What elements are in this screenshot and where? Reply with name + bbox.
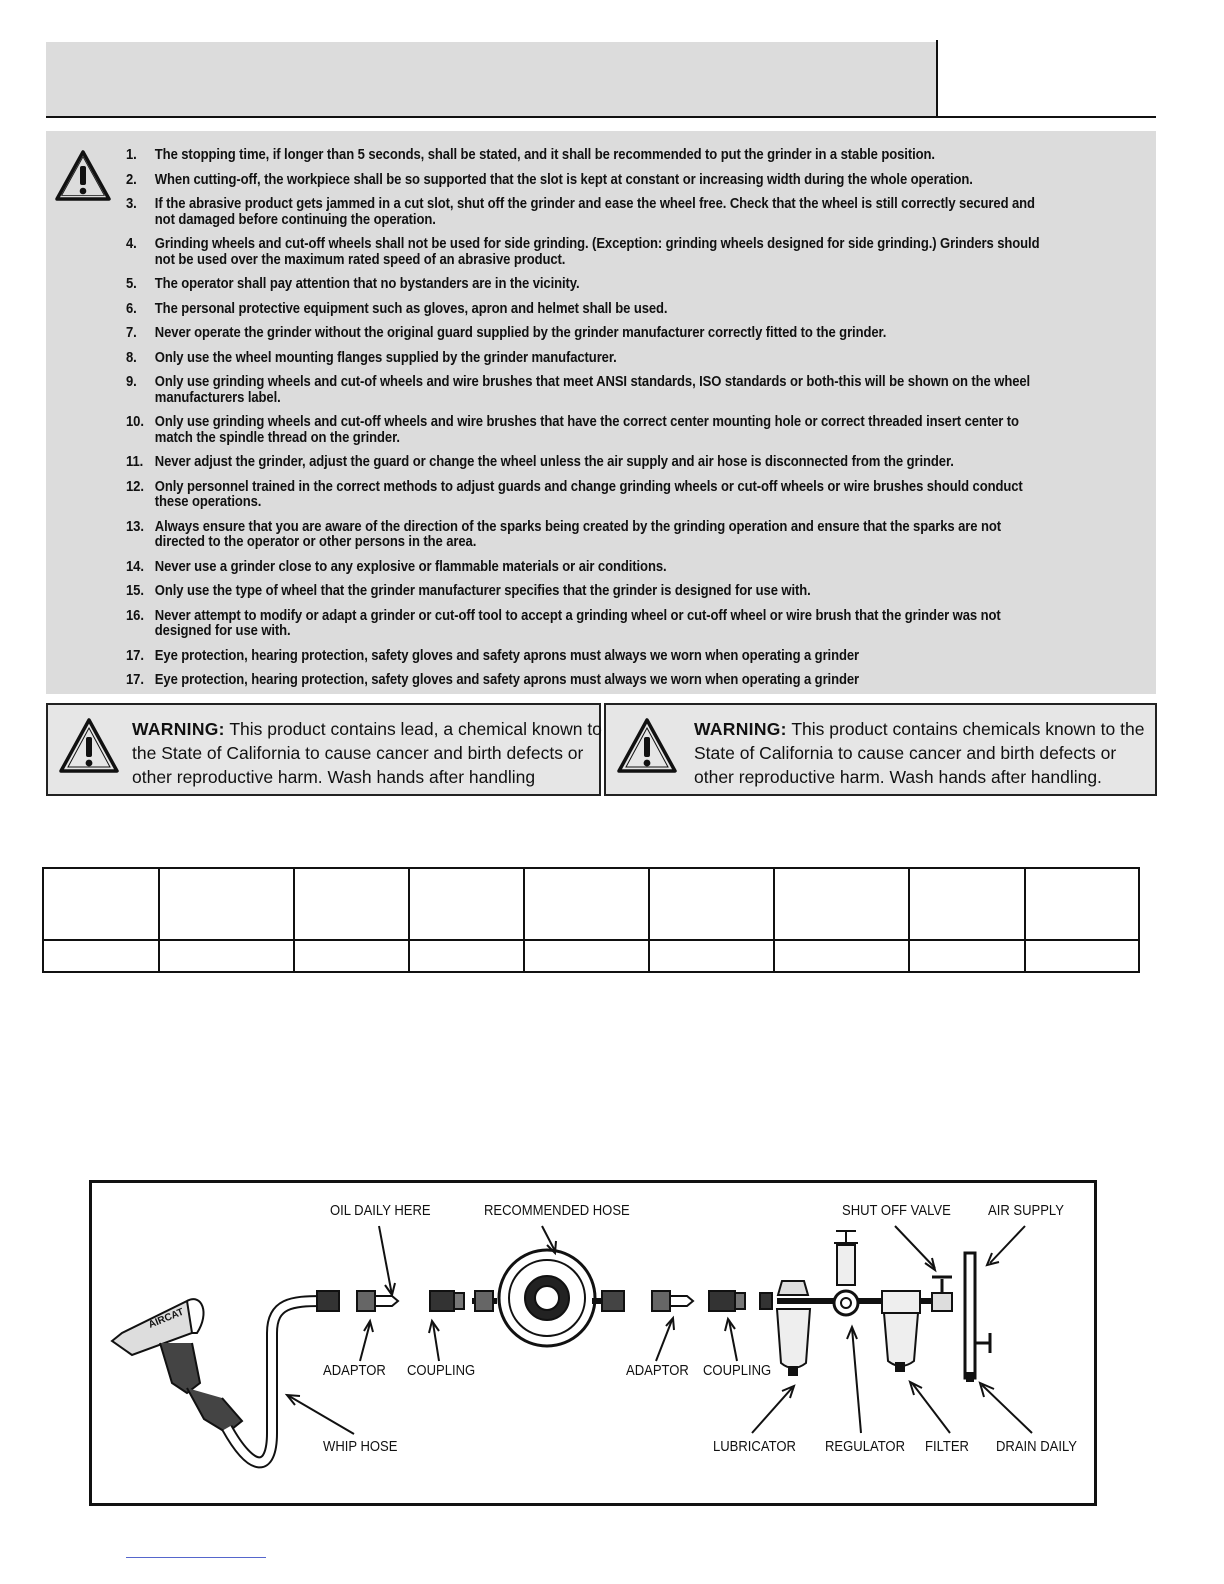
warning-text [132,717,602,789]
header-divider [936,40,938,117]
table-cell [774,940,909,972]
table-cell [409,868,524,940]
label-regulator: REGULATOR [825,1439,906,1455]
rule-item: 12. Only personnel trained in the correct methods to adjust guards and change grinding wheels or cut-off wheels or wire brushes should conduct these operations. [126,478,1023,510]
rule-item [126,673,1044,689]
rule-item: 4. Grinding wheels and cut-off wheels shall not be used for side grinding. (Exception: grinding wheels designed for side grinding.) Grinders should not be used over the maximum rated speed of an abrasive product. [126,236,1040,268]
table-cell [294,940,409,972]
safety-rules-panel [46,131,1156,694]
table-row [43,940,1139,972]
table-cell [294,868,409,940]
rule-item: 7. Never operate the grinder without the original guard supplied by the grinder manufacturer correctly fitted to the grinder. [126,325,887,341]
rule-item: 3. If the abrasive product gets jammed in a cut slot, shut off the grinder and ease the wheel free. Check that the wheel is still correctly secured and not damaged before continuing the operation. [126,196,1035,228]
label-lubricator: LUBRICATOR [713,1439,796,1455]
shutoff-valve-icon [932,1277,952,1311]
rule-item: 6. The personal protective equipment such as gloves, apron and helmet shall be used. [126,300,668,317]
rule-item: 13. Always ensure that you are aware of the direction of the sparks being created by the grinding operation and ensure that the sparks are not directed to the operator or other persons in the area. [126,518,1001,550]
prop65-warning-chemicals [604,703,1157,796]
table-cell [649,940,774,972]
rule-item: 11. Never adjust the grinder, adjust the guard or change the wheel unless the air supply and air hose is disconnected from the grinder. [126,454,954,470]
prop65-warning-lead [46,703,601,796]
rule-text: Eye protection, hearing protection, safety gloves and safety aprons must always we worn when operating a grinder [154,672,860,688]
rule-item: 16. Never attempt to modify or adapt a grinder or cut-off tool to accept a grinding wheel or cut-off wheel or wire brush that the grinder was not designed for use with. [126,607,1001,639]
warning-tail: Wash hands after handling [327,767,536,787]
label-air-supply: AIR SUPPLY [988,1203,1064,1219]
label-whip-hose: WHIP HOSE [323,1439,398,1455]
warning-triangle-icon [54,149,112,203]
air-system-diagram [89,1180,1097,1506]
label-drain-daily: DRAIN DAILY [996,1439,1077,1455]
rule-item: 2. When cutting-off, the workpiece shall be so supported that the slot is kept at constant or increasing width during the whole operation. [126,171,973,188]
warning-label: WARNING: [694,719,787,739]
label-shut-off-valve: SHUT OFF VALVE [842,1203,951,1219]
header-rule [46,116,1156,118]
safety-rules-list [126,148,1044,698]
rule-item: 15. Only use the type of wheel that the grinder manufacturer specifies that the grinder is designed for use with. [126,583,811,599]
warning-body: This product contains chemicals known to the State of California to cause cancer and birth defects or other reproductive harm. [694,719,1145,787]
warning-text [694,717,1154,789]
table-cell [43,868,159,940]
table-cell [524,940,649,972]
air-system-illustration [92,1183,1094,1503]
callout-arrows [287,1226,1032,1434]
table-cell [909,868,1025,940]
air-supply-pipe-icon [965,1253,990,1381]
warning-triangle-icon [616,717,678,775]
label-adaptor: ADAPTOR [626,1363,689,1379]
warning-body: This product contains lead, a chemical known to the State of California to cause cancer and birth defects or other reproductive harm. [132,719,602,787]
label-adaptor: ADAPTOR [323,1363,386,1379]
specifications-table [42,867,1140,973]
warning-tail: Wash hands after handling. [889,767,1102,787]
table-cell [1025,868,1139,940]
table-cell [774,868,909,940]
table-cell [159,868,294,940]
table-cell [43,940,159,972]
rule-item: 1. The stopping time, if longer than 5 seconds, shall be stated, and it shall be recommended to put the grinder in a stable position. [126,147,935,163]
regulator-icon [834,1231,858,1315]
label-coupling: COUPLING [407,1363,476,1379]
label-recommended-hose: RECOMMENDED HOSE [484,1203,630,1219]
table-cell [159,940,294,972]
table-cell [409,940,524,972]
svg-text:AIRCAT: AIRCAT [147,1306,186,1331]
rule-item: 9. Only use grinding wheels and cut-of wheels and wire brushes that meet ANSI standards, ISO standards or both-this will be shown on the wheel manufacturers label. [126,374,1031,406]
label-coupling: COUPLING [703,1363,772,1379]
header-band [46,42,936,116]
footer-link-underline[interactable] [126,1557,266,1558]
table-cell [909,940,1025,972]
table-cell [524,868,649,940]
rule-item: 14. Never use a grinder close to any explosive or flammable materials or air conditions. [126,558,667,575]
grinder-tool-icon [112,1299,242,1433]
warning-label: WARNING: [132,719,225,739]
rule-item: 8. Only use the wheel mounting flanges supplied by the grinder manufacturer. [126,349,617,366]
rule-number: 17. [126,672,144,688]
rule-item: 17. Eye protection, hearing protection, safety gloves and safety aprons must always we worn when operating a grinder [126,647,860,664]
filter-icon [882,1291,920,1371]
table-cell [649,868,774,940]
rule-item: 10. Only use grinding wheels and cut-off wheels and wire brushes that have the correct center mounting hole or correct threaded insert center to match the spindle thread on the grinder. [126,414,1019,446]
label-filter: FILTER [925,1439,969,1455]
table-header-row [43,868,1139,940]
label-oil-daily-here: OIL DAILY HERE [330,1203,431,1219]
warning-triangle-icon [58,717,120,775]
rule-item: 5. The operator shall pay attention that no bystanders are in the vicinity. [126,276,580,292]
table-cell [1025,940,1139,972]
hose-reel-icon [472,1250,624,1346]
